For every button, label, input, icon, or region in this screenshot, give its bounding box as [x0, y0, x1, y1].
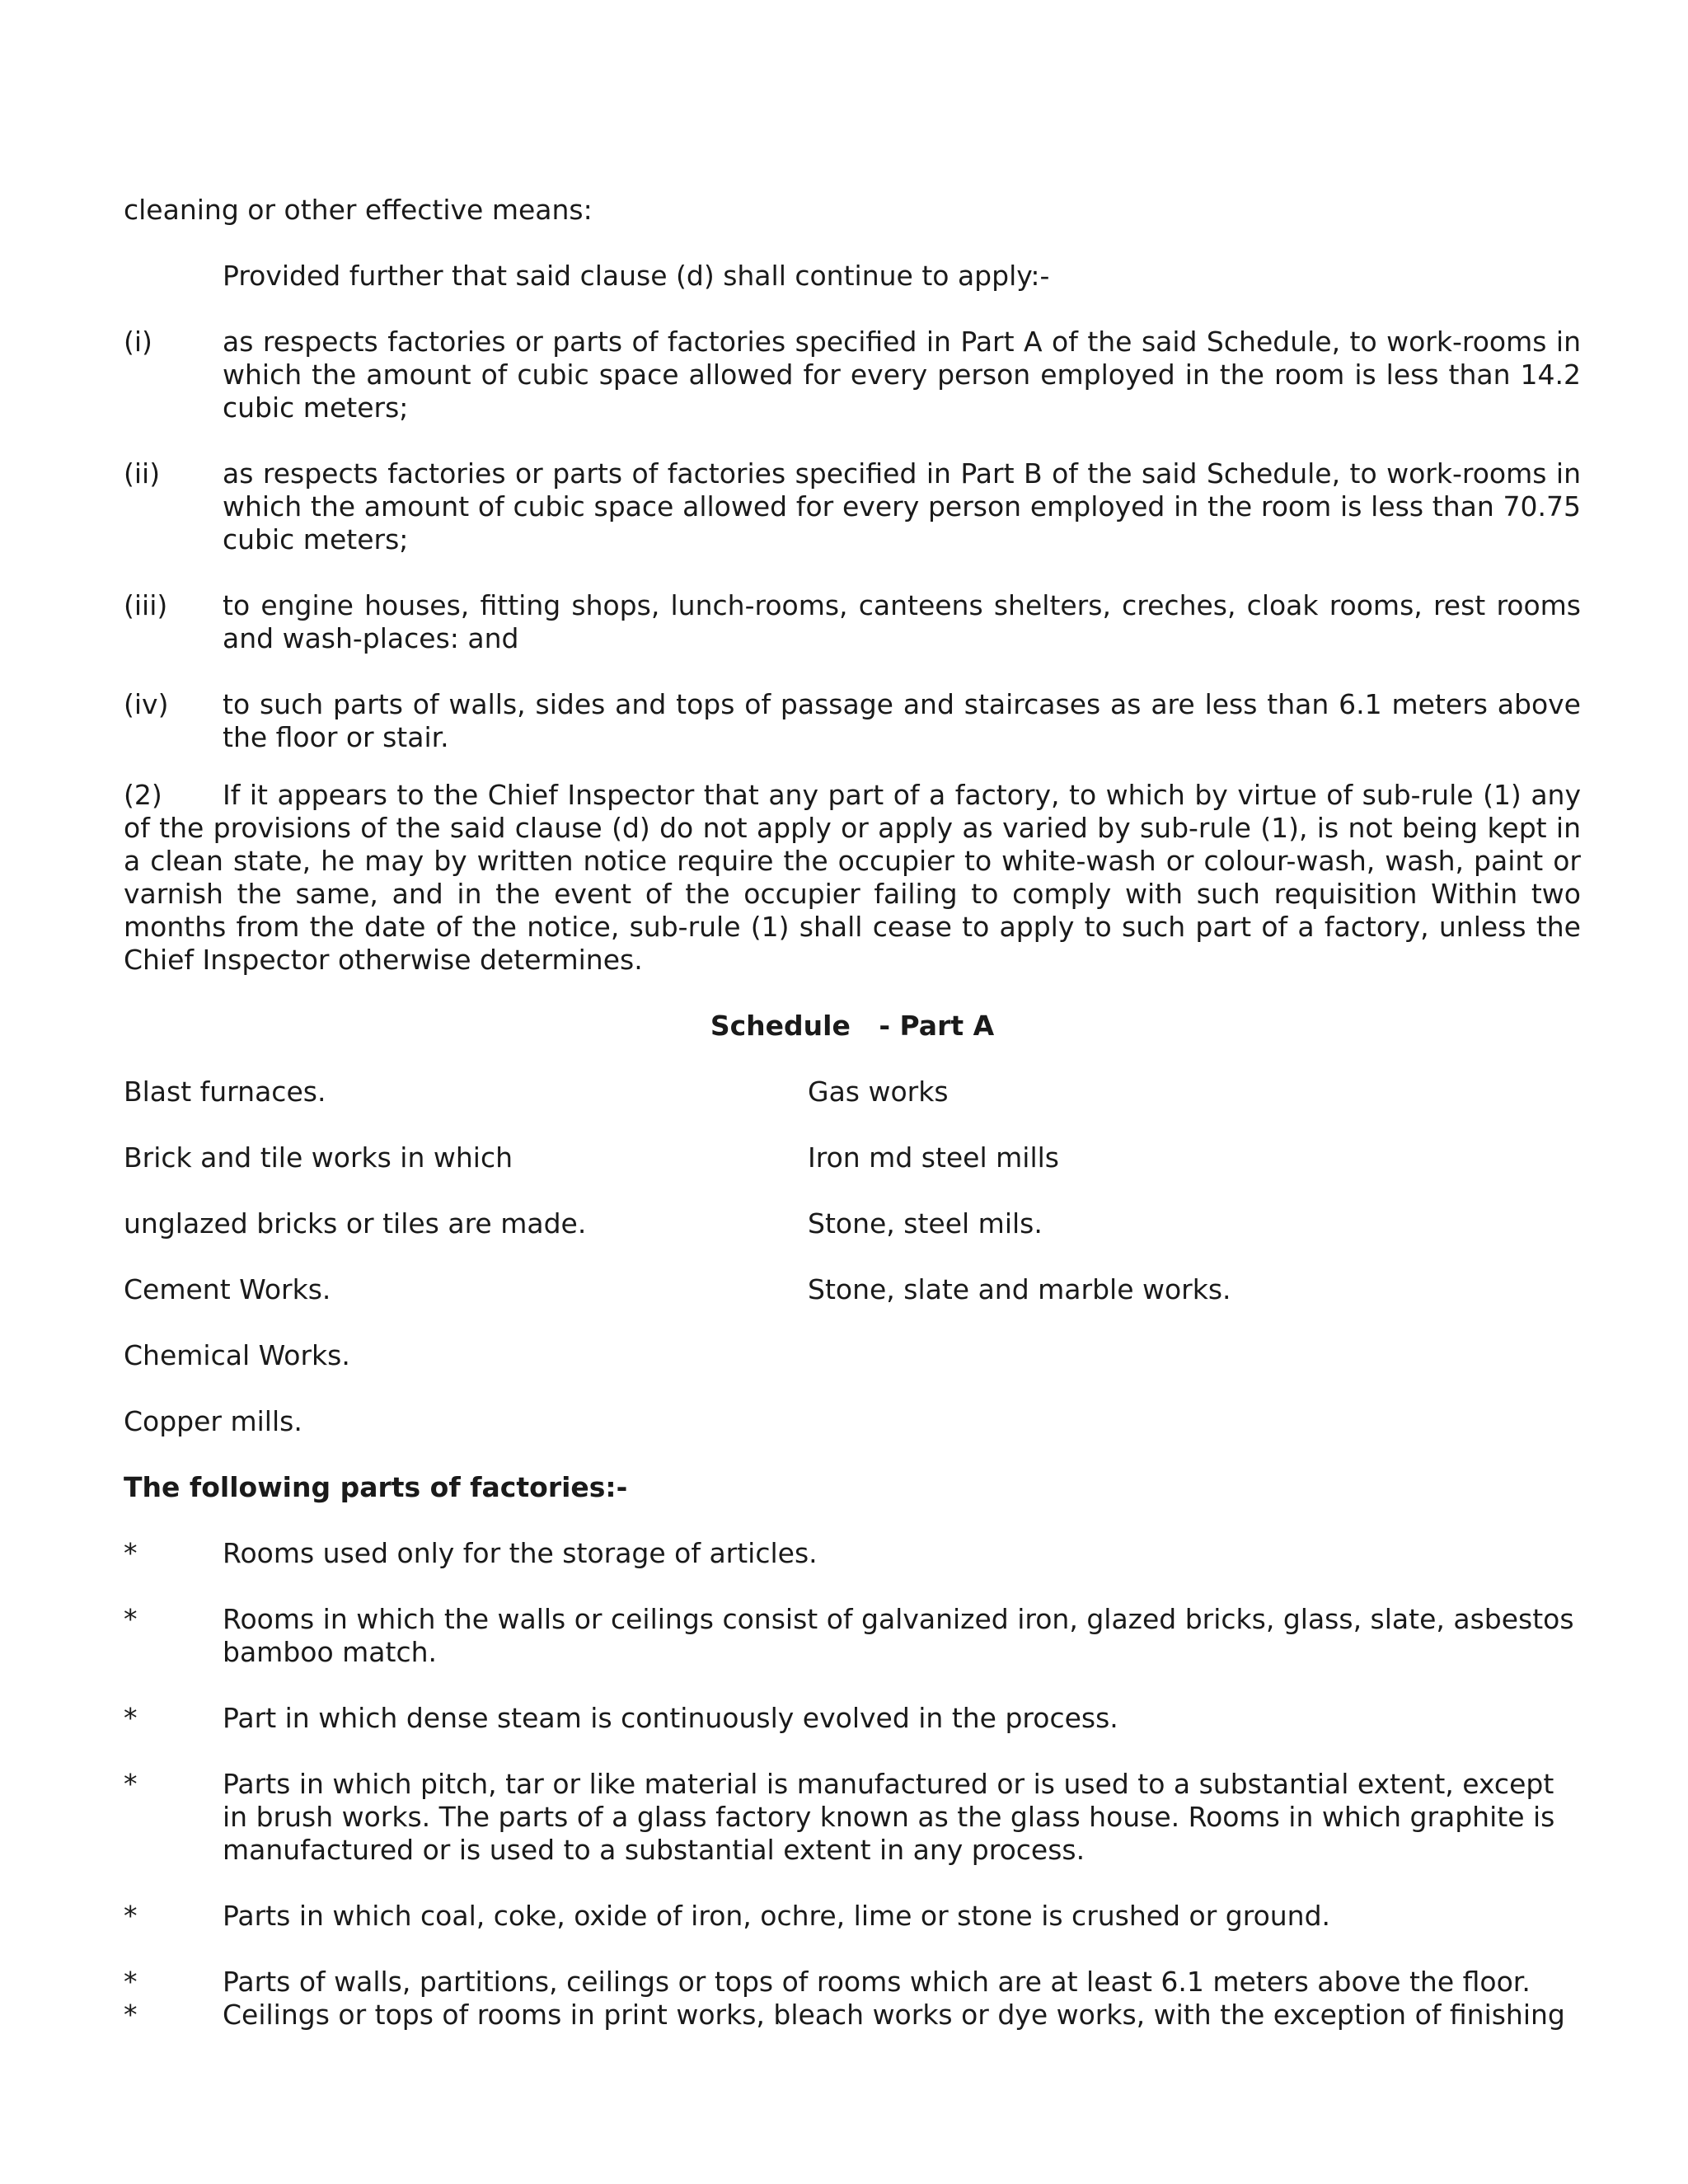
item-text: as respects factories or parts of factories specified in Part A of the said Schedule, to work-rooms in which the amount of cubic space allowed for every person employed in the room is less than 14.2 cubic meters; — [223, 326, 1581, 424]
item-text: to engine houses, fitting shops, lunch-rooms, canteens shelters, creches, cloak rooms, rest rooms and wash-places: and — [223, 589, 1581, 654]
item-number: (iii) — [124, 589, 168, 621]
bullet-text: Ceilings or tops of rooms in print works, bleach works or dye works, with the exception of finishing — [223, 1999, 1565, 2031]
schedule-columns — [124, 1076, 1581, 1471]
list-item — [124, 589, 1581, 655]
bullet-text: Parts of walls, partitions, ceilings or tops of rooms which are at least 6.1 meters above the floor. — [223, 1966, 1531, 1998]
document-page — [124, 194, 1581, 2032]
schedule-item: Stone, steel mils. — [808, 1207, 1043, 1240]
proviso-paragraph: Provided further that said clause (d) shall continue to apply:- — [223, 260, 1050, 292]
item-number: (ii) — [124, 457, 161, 490]
bullet-star: * — [124, 1966, 138, 1998]
item-text: as respects factories or parts of factories specified in Part B of the said Schedule, to work-rooms in which the amount of cubic space allowed for every person employed in the room is less than 70.75 cubic meters; — [223, 457, 1581, 555]
schedule-item: Gas works — [808, 1076, 949, 1108]
schedule-right-column — [808, 1076, 1492, 1471]
bullet-star: * — [124, 1900, 138, 1932]
bullet-star: * — [124, 1603, 138, 1635]
schedule-item: Stone, slate and marble works. — [808, 1273, 1231, 1305]
bullet-text: Parts in which coal, coke, oxide of iron, ochre, lime or stone is crushed or ground. — [223, 1900, 1331, 1932]
bullet-star: * — [124, 1768, 138, 1800]
subrule-2-paragraph — [124, 779, 1581, 977]
subrule-number: (2) — [124, 779, 162, 811]
list-item — [124, 1966, 1581, 1999]
schedule-item: Copper mills. — [124, 1405, 302, 1437]
parts-heading: The following parts of factories:- — [124, 1471, 628, 1503]
list-item — [124, 457, 1581, 556]
item-number: (iv) — [124, 688, 169, 720]
schedule-heading: Schedule - Part A — [710, 1010, 995, 1042]
schedule-item: unglazed bricks or tiles are made. — [124, 1207, 587, 1240]
list-item — [124, 688, 1581, 754]
item-text: to such parts of walls, sides and tops of passage and staircases as are less than 6.1 meters above the floor or stair. — [223, 688, 1581, 753]
bullet-star: * — [124, 1537, 138, 1569]
bullet-text: Rooms in which the walls or ceilings consist of galvanized iron, glazed bricks, glass, slate, asbestos bamboo match. — [223, 1603, 1574, 1668]
item-number: (i) — [124, 326, 152, 358]
list-item — [124, 1900, 1581, 1933]
list-item — [124, 1702, 1581, 1735]
list-item — [124, 1768, 1581, 1867]
bullet-text: Rooms used only for the storage of articles. — [223, 1537, 818, 1569]
subrule-text: If it appears to the Chief Inspector that any part of a factory, to which by virtue of sub-rule (1) any of the provisions of the said clause (d) do not apply or apply as varied by sub-rule (1), is not being kept in a clean state, he may by written notice require the occupier to white-wash or colour-wash, wash, paint or varnish the same, and in the event of the occupier failing to comply with such requisition Within two months from the date of the notice, sub-rule (1) shall cease to apply to such part of a factory, unless the Chief Inspector otherwise determines. — [124, 779, 1581, 976]
schedule-left-column — [124, 1076, 808, 1471]
intro-paragraph: cleaning or other effective means: — [124, 194, 593, 226]
list-item — [124, 1537, 1581, 1570]
list-item — [124, 1603, 1581, 1669]
schedule-item: Brick and tile works in which — [124, 1141, 513, 1174]
list-item — [124, 326, 1581, 424]
bullet-text: Part in which dense steam is continuously evolved in the process. — [223, 1702, 1118, 1734]
bullet-star: * — [124, 1702, 138, 1734]
schedule-item: Blast furnaces. — [124, 1076, 326, 1108]
schedule-item: Chemical Works. — [124, 1339, 350, 1371]
list-item — [124, 1999, 1581, 2032]
bullet-star: * — [124, 1999, 138, 2031]
schedule-item: Cement Works. — [124, 1273, 331, 1305]
bullet-text: Parts in which pitch, tar or like material is manufactured or is used to a substantial extent, except in brush works. The parts of a glass factory known as the glass house. Rooms in which graphite is manufactured or is used to a substantial extent in any process. — [223, 1768, 1555, 1866]
schedule-item: Iron md steel mills — [808, 1141, 1059, 1174]
